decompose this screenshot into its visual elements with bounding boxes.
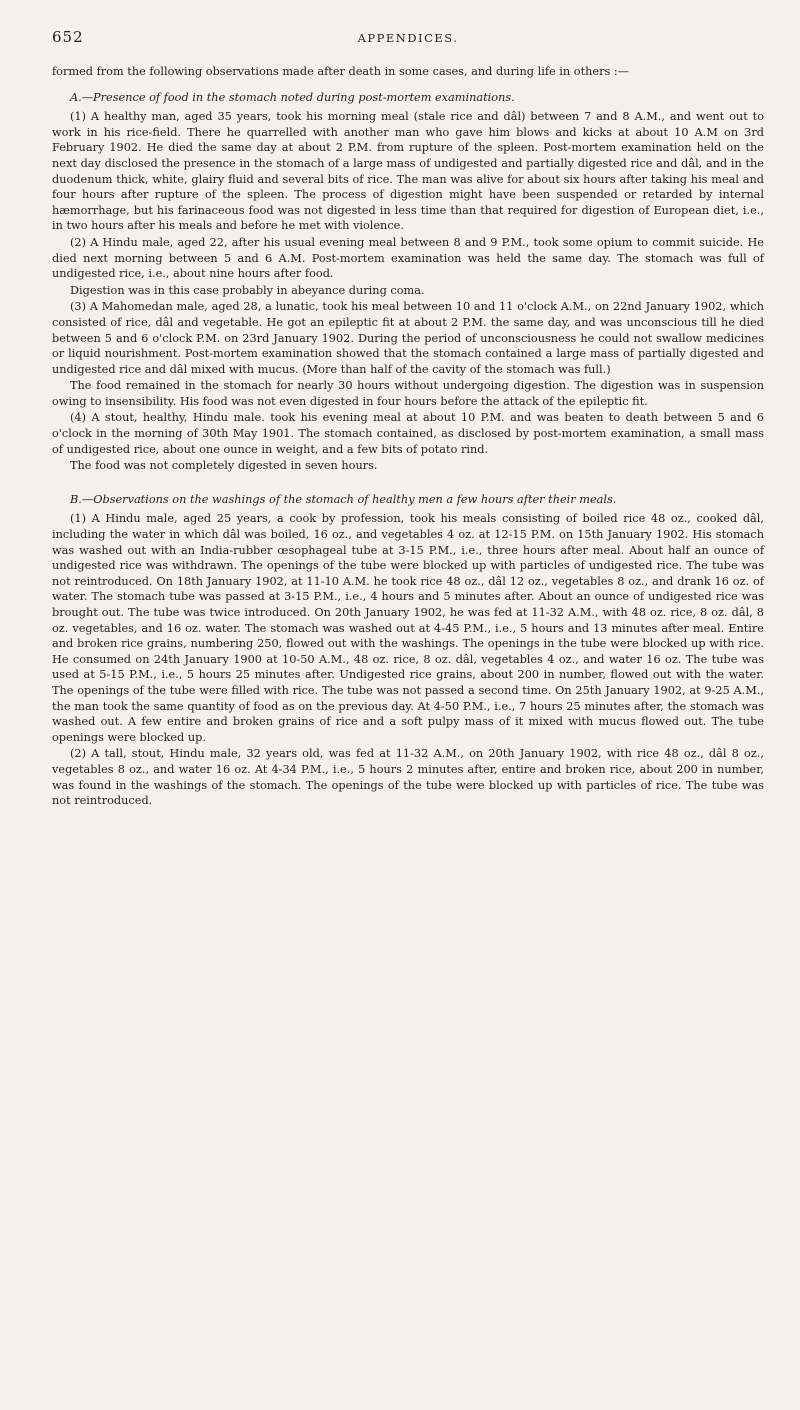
section-b-heading: B.—Observations on the washings of the stomach of healthy men a few hours after their meals. <box>70 492 617 506</box>
section-b-case-1: (1) A Hindu male, aged 25 years, a cook by profession, took his meals consisting of boiled rice 48 oz., cooked dâl, including the water in which dâl was boiled, 16 oz., and vegetables 4 oz. at 12-15 P.M. on 15th January 1902. His stomach was washed out with an India-rubber œsophageal tube at 3-15 P.M., i.e., three hours after meal. About half an ounce of undigested rice was withdrawn. The openings of the tube were blocked up with particles of undigested rice. The tube was not reintroduced. On 18th January 1902, at 11-10 A.M. he took rice 48 oz., dâl 12 oz., vegetables 8 oz., and drank 16 oz. of water. The stomach tube was passed at 3-15 P.M., i.e., 4 hours and 5 minutes after. About an ounce of undigested rice was brought out. The tube was twice introduced. On 20th January 1902, he was fed at 11-32 A.M., with 48 oz. rice, 8 oz. dâl, 8 oz. vegetables, and 16 oz. water. The stomach was washed out at 4-45 P.M., i.e., 5 hours and 13 minutes after meal. Entire and broken rice grains, numbering 250, flowed out with the washings. The openings in the tube were blocked up with rice. He consumed on 24th January 1900 at 10-50 A.M., 48 oz. rice, 8 oz. dâl, vegetables 4 oz., and water 16 oz. The tube was used at 5-15 P.M., i.e., 5 hours 25 minutes after. Undigested rice grains, about 200 in number, flowed out with the water. The openings of the tube were filled with rice. The tube was not passed a second time. On 25th January 1902, at 9-25 A.M., the man took the same quantity of food as on the previous day. At 4-50 P.M., i.e., 7 hours 25 minutes after, the stomach was washed out. A few entire and broken grains of rice and a soft pulpy mass of it mixed with mucus flowed out. The tube openings were blocked up. <box>52 512 764 744</box>
section-a-case-4-note: The food was not completely digested in seven hours. <box>70 459 378 473</box>
section-a-case-3-note: The food remained in the stomach for nearly 30 hours without undergoing digestion. The digestion was in suspension owing to insensibility. His food was not even digested in four hours before the attack of the epileptic fit. <box>52 379 764 408</box>
section-a-case-4: (4) A stout, healthy, Hindu male. took his evening meal at about 10 P.M. and was beaten to death between 5 and 6 o'clock in the morning of 30th May 1901. The stomach contained, as disclosed by post-mortem examination, a small mass of undigested rice, about one ounce in weight, and a few bits of potato rind. <box>52 411 764 456</box>
page-header <box>52 0 764 60</box>
body-text <box>52 64 764 809</box>
section-a-case-2-note: Digestion was in this case probably in abeyance during coma. <box>70 283 425 297</box>
section-a-heading: A.—Presence of food in the stomach noted during post-mortem examinations. <box>70 90 515 104</box>
running-head: APPENDICES. <box>357 31 459 45</box>
page-number: 652 <box>52 28 84 46</box>
section-a-case-1: (1) A healthy man, aged 35 years, took his morning meal (stale rice and dâl) between 7 and 8 A.M., and went out to work in his rice-field. There he quarrelled with another man who gave him blows and kicks at about 10 A.M on 3rd February 1902. He died the same day at about 2 P.M. from rupture of the spleen. Post-mortem examination held on the next day disclosed the presence in the stomach of a large mass of undigested and partially digested rice and dâl, and in the duodenum thick, white, glairy fluid and several bits of rice. The man was alive for about six hours after taking his meal and four hours after rupture of the spleen. The process of digestion might have been suspended or retarded by internal hæmorrhage, but his farinaceous food was not digested in less time than that required for digestion of European diet, i.e., in two hours after his meals and before he met with violence. <box>52 110 764 233</box>
section-a-case-2: (2) A Hindu male, aged 22, after his usual evening meal between 8 and 9 P.M., took some opium to commit suicide. He died next morning between 5 and 6 A.M. Post-mortem examination was held the same day. The stomach was full of undigested rice, i.e., about nine hours after food. <box>52 235 764 281</box>
intro-paragraph: formed from the following observations made after death in some cases, and during life in others :— <box>52 65 629 78</box>
section-a-case-3: (3) A Mahomedan male, aged 28, a lunatic, took his meal between 10 and 11 o'clock A.M., on 22nd January 1902, which consisted of rice, dâl and vegetable. He got an epileptic fit at about 2 P.M. the same day, and was unconscious till he died between 5 and 6 o'clock P.M. on 23rd January 1902. During the period of unconsciousness he could not swallow medicines or liquid nourishment. Post-mortem examination showed that the stomach contained a large mass of partially digested and undigested rice and dâl mixed with mucus. (More than half of the cavity of the stomach was full.) <box>52 300 764 376</box>
section-b-case-2: (2) A tall, stout, Hindu male, 32 years old, was fed at 11-32 A.M., on 20th January 1902, with rice 48 oz., dâl 8 oz., vegetables 8 oz., and water 16 oz. At 4-34 P.M., i.e., 5 hours 2 minutes after, entire and broken rice, about 200 in number, was found in the washings of the stomach. The openings of the tube were blocked up with particles of rice. The tube was not reintroduced. <box>52 747 764 808</box>
